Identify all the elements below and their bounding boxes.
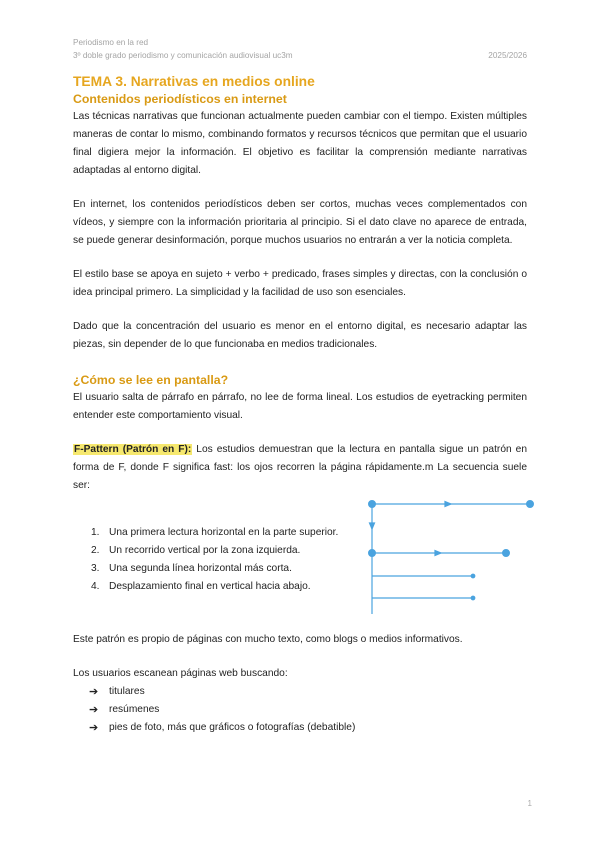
step-text: Una primera lectura horizontal en la parte superior. bbox=[109, 527, 339, 538]
list-item bbox=[91, 524, 351, 542]
paragraph-pattern-note: Este patrón es propio de páginas con mucho texto, como blogs o medios informativos. bbox=[73, 634, 463, 645]
page-number: 1 bbox=[527, 799, 532, 808]
step-text: Un recorrido vertical por la zona izquierda. bbox=[109, 545, 301, 556]
course-name: Periodismo en la red bbox=[73, 38, 149, 47]
step-number: 4. bbox=[91, 581, 100, 592]
page-title: TEMA 3. Narrativas en medios online bbox=[73, 74, 315, 89]
list-item bbox=[73, 719, 527, 737]
paragraph-3: El estilo base se apoya en sujeto + verbo + predicado, frases simples y directas, con la conclusión o idea principal primero. La simplicidad y la facilidad de uso son esenciales. bbox=[73, 269, 527, 298]
paragraph-scan-intro: Los usuarios escanean páginas web buscando: bbox=[73, 668, 288, 679]
step-text: Desplazamiento final en vertical hacia abajo. bbox=[109, 581, 311, 592]
list-item bbox=[73, 683, 527, 701]
diagram-point bbox=[471, 574, 475, 578]
paragraph-2: En internet, los contenidos periodísticos deben ser cortos, muchas veces complementados con vídeos, y siempre con la información prioritaria al principio. Si el dato clave no aparece de entrada, se puede generar desinformación, porque muchos usuarios no entrarán a ver la noticia completa. bbox=[73, 199, 527, 246]
fpattern-text: Los estudios demuestran que la lectura en pantalla sigue un patrón en forma de F, donde F significa fast: los ojos recorren la página rápidamente.m La secuencia suele ser: bbox=[73, 444, 527, 491]
arrow-right-icon: ➔ bbox=[89, 686, 99, 698]
step-number: 1. bbox=[91, 527, 100, 538]
list-item bbox=[73, 701, 527, 719]
list-item bbox=[91, 578, 351, 596]
section-heading-contenidos: Contenidos periodísticos en internet bbox=[73, 92, 287, 106]
paragraph-1: Las técnicas narrativas que funcionan actualmente pueden cambiar con el tiempo. Existen múltiples maneras de contar lo mismo, combinando formatos y recursos técnicos que permitan que el usuario final digiera mejor la información. El objetivo es facilitar la comprensión mediante narrativas adaptadas al entorno digital. bbox=[73, 111, 527, 176]
f-pattern-diagram bbox=[365, 496, 540, 616]
section-heading-pantalla: ¿Cómo se lee en pantalla? bbox=[73, 373, 229, 387]
diagram-arrow bbox=[435, 551, 441, 556]
scan-item-text: pies de foto, más que gráficos o fotografías (debatible) bbox=[109, 722, 356, 733]
degree-name: 3º doble grado periodismo y comunicación audiovisual uc3m bbox=[73, 51, 293, 60]
paragraph-4: Dado que la concentración del usuario es menor en el entorno digital, es necesario adaptar las piezas, sin depender de lo que funcionaba en medios tradicionales. bbox=[73, 321, 527, 350]
list-item bbox=[91, 542, 351, 560]
arrow-right-icon: ➔ bbox=[89, 704, 99, 716]
step-number: 2. bbox=[91, 545, 100, 556]
fpattern-label: F-Pattern (Patrón en F): bbox=[74, 444, 192, 455]
diagram-point bbox=[471, 596, 475, 600]
academic-year: 2025/2026 bbox=[488, 51, 527, 60]
diagram-arrow bbox=[445, 502, 451, 507]
paragraph-fpattern bbox=[73, 441, 527, 495]
main-content bbox=[73, 73, 527, 495]
arrow-right-icon: ➔ bbox=[89, 722, 99, 734]
step-text: Una segunda línea horizontal más corta. bbox=[109, 563, 292, 574]
diagram-point bbox=[369, 501, 376, 508]
diagram-arrow bbox=[370, 523, 375, 529]
diagram-point bbox=[527, 501, 534, 508]
fpattern-steps-list bbox=[91, 524, 351, 596]
page-header bbox=[73, 36, 527, 62]
diagram-point bbox=[503, 550, 510, 557]
list-item bbox=[91, 560, 351, 578]
scan-item-text: resúmenes bbox=[109, 704, 160, 715]
diagram-point bbox=[369, 550, 376, 557]
scan-item-text: titulares bbox=[109, 686, 145, 697]
paragraph-eyetracking: El usuario salta de párrafo en párrafo, no lee de forma lineal. Los estudios de eyetracking permiten entender este comportamiento visual. bbox=[73, 392, 527, 421]
after-list-content bbox=[73, 631, 527, 737]
step-number: 3. bbox=[91, 563, 100, 574]
